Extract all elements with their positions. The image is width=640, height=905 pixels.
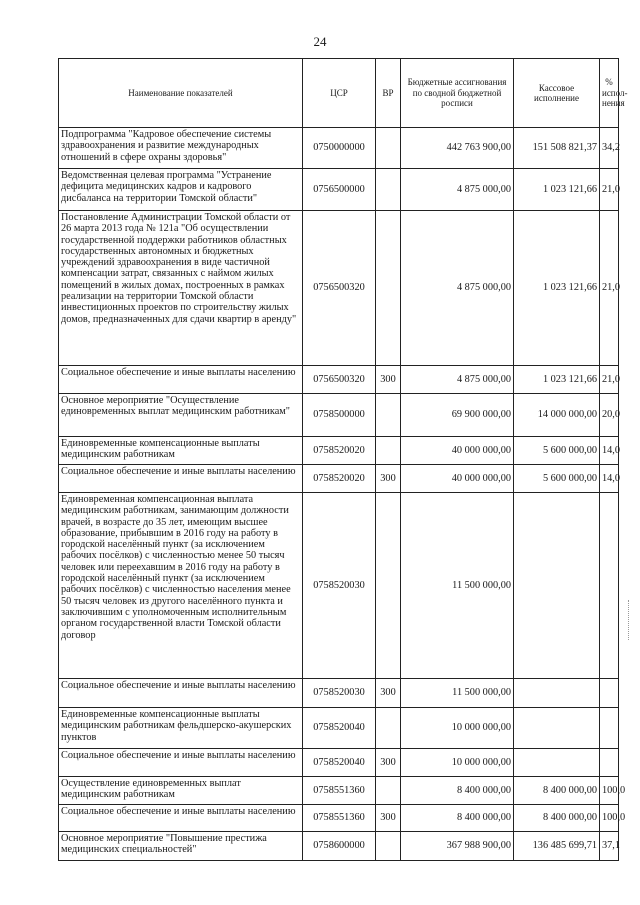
row-cash: 14 000 000,00 <box>514 394 600 437</box>
row-csr: 0758520040 <box>303 749 376 777</box>
row-csr: 0758551360 <box>303 805 376 832</box>
header-csr: ЦСР <box>303 59 376 128</box>
table-body <box>59 128 626 861</box>
header-vr: ВР <box>376 59 401 128</box>
table-row <box>59 465 619 493</box>
budget-execution-table <box>58 58 628 861</box>
row-budget: 4 875 000,00 <box>401 366 514 394</box>
row-pct: 37,1 <box>600 832 619 861</box>
row-name: Социальное обеспечение и иные выплаты населению <box>59 366 303 394</box>
page-number: 24 <box>313 34 327 49</box>
row-name: Подпрограмма "Кадровое обеспечение системы здравоохранения и развитие международных отношений в сфере охраны здоровья" <box>59 128 303 169</box>
row-vr: 300 <box>376 749 401 777</box>
header-pct: % испол- нения <box>600 59 619 128</box>
row-pct <box>600 708 619 749</box>
table-row <box>59 437 619 465</box>
row-csr: 0758551360 <box>303 777 376 805</box>
row-pct <box>600 679 619 708</box>
row-vr <box>376 211 401 366</box>
row-budget: 4 875 000,00 <box>401 169 514 211</box>
row-vr <box>376 708 401 749</box>
row-csr: 0758520030 <box>303 493 376 679</box>
row-pct <box>600 749 619 777</box>
row-csr: 0756500000 <box>303 169 376 211</box>
header-cash: Кассовое исполнение <box>514 59 600 128</box>
row-vr <box>376 169 401 211</box>
row-pct: 100,0 <box>600 777 619 805</box>
table-row <box>59 128 619 169</box>
row-csr: 0756500320 <box>303 211 376 366</box>
row-cash <box>514 749 600 777</box>
row-name: Единовременные компенсационные выплаты медицинским работникам фельдшерско-акушерских пунктов <box>59 708 303 749</box>
row-csr: 0758500000 <box>303 394 376 437</box>
row-pct: 21,0 <box>600 211 619 366</box>
row-name: Ведомственная целевая программа "Устранение дефицита медицинских кадров и кадрового дисбаланса на территории Томской области" <box>59 169 303 211</box>
row-cash: 1 023 121,66 <box>514 169 600 211</box>
row-vr <box>376 777 401 805</box>
row-cash <box>514 708 600 749</box>
row-name: Основное мероприятие "Повышение престижа медицинских специальностей" <box>59 832 303 861</box>
row-budget: 4 875 000,00 <box>401 211 514 366</box>
row-name: Осуществление единовременных выплат медицинским работникам <box>59 777 303 805</box>
row-csr: 0758520020 <box>303 465 376 493</box>
scan-edge-mark <box>628 600 633 640</box>
row-vr <box>376 832 401 861</box>
row-vr <box>376 493 401 679</box>
table-row <box>59 805 619 832</box>
row-vr <box>376 128 401 169</box>
row-name: Социальное обеспечение и иные выплаты населению <box>59 465 303 493</box>
row-budget: 8 400 000,00 <box>401 777 514 805</box>
row-budget: 10 000 000,00 <box>401 749 514 777</box>
row-budget: 69 900 000,00 <box>401 394 514 437</box>
row-budget: 367 988 900,00 <box>401 832 514 861</box>
table-row <box>59 749 619 777</box>
row-name: Основное мероприятие "Осуществление единовременных выплат медицинским работникам" <box>59 394 303 437</box>
row-cash: 5 600 000,00 <box>514 465 600 493</box>
row-csr: 0758600000 <box>303 832 376 861</box>
table-row <box>59 832 619 861</box>
row-vr <box>376 394 401 437</box>
row-cash: 151 508 821,37 <box>514 128 600 169</box>
row-pct <box>600 493 619 679</box>
table-row <box>59 211 619 366</box>
row-cash: 8 400 000,00 <box>514 805 600 832</box>
row-pct: 21,0 <box>600 366 619 394</box>
table-header-row <box>59 59 619 128</box>
row-csr: 0758520030 <box>303 679 376 708</box>
row-cash <box>514 679 600 708</box>
row-cash <box>514 493 600 679</box>
row-vr: 300 <box>376 679 401 708</box>
table-row <box>59 366 619 394</box>
row-cash: 8 400 000,00 <box>514 777 600 805</box>
row-cash: 1 023 121,66 <box>514 211 600 366</box>
table-row <box>59 394 619 437</box>
row-cash: 5 600 000,00 <box>514 437 600 465</box>
row-pct: 21,0 <box>600 169 619 211</box>
row-pct: 20,0 <box>600 394 619 437</box>
row-name: Постановление Администрации Томской области от 26 марта 2013 года № 121а "Об осуществлении государственной поддержки работников областных государственных автономных и бюджетных учреждений здравоохранения в виде частичной компенсации затрат, связанных с наймом жилых помещений в жилых домах, построенных в рамках реализации на территории Томской области инвестиционных проектов по строительству жилых домов, предназначенных для сдачи квартир в аренду" <box>59 211 303 366</box>
header-name: Наименование показателей <box>59 59 303 128</box>
row-budget: 40 000 000,00 <box>401 465 514 493</box>
table-row <box>59 679 619 708</box>
row-budget: 11 500 000,00 <box>401 679 514 708</box>
header-budget: Бюджетные ассигнования по сводной бюджетной росписи <box>401 59 514 128</box>
row-pct: 14,0 <box>600 465 619 493</box>
table-row <box>59 493 619 679</box>
row-vr: 300 <box>376 366 401 394</box>
row-name: Единовременная компенсационная выплата медицинским работникам, занимающим должности врачей, в возрасте до 35 лет, имеющим высшее образование, прибывшим в 2016 году на работу в городской населённый пункт (за исключением рабочих посёлков) с численностью менее 50 тысяч человек или переехавшим в 2016 году на работу в городской населённый пункт (за исключением рабочих посёлков) с численностью населения менее 50 тысяч человек из другого населённого пункта и заключившим с уполномоченным исполнительным органом государственной власти Томской области договор <box>59 493 303 679</box>
row-csr: 0758520020 <box>303 437 376 465</box>
row-pct: 34,2 <box>600 128 619 169</box>
row-budget: 11 500 000,00 <box>401 493 514 679</box>
row-cash: 136 485 699,71 <box>514 832 600 861</box>
row-budget: 8 400 000,00 <box>401 805 514 832</box>
table-row <box>59 169 619 211</box>
budget-table-wrapper <box>58 58 628 858</box>
row-name: Социальное обеспечение и иные выплаты населению <box>59 805 303 832</box>
row-csr: 0758520040 <box>303 708 376 749</box>
table-row <box>59 777 619 805</box>
row-vr: 300 <box>376 465 401 493</box>
row-budget: 10 000 000,00 <box>401 708 514 749</box>
row-budget: 40 000 000,00 <box>401 437 514 465</box>
row-pct: 14,0 <box>600 437 619 465</box>
row-vr <box>376 437 401 465</box>
row-name: Единовременные компенсационные выплаты медицинским работникам <box>59 437 303 465</box>
row-vr: 300 <box>376 805 401 832</box>
row-pct: 100,0 <box>600 805 619 832</box>
row-name: Социальное обеспечение и иные выплаты населению <box>59 749 303 777</box>
table-row <box>59 708 619 749</box>
row-budget: 442 763 900,00 <box>401 128 514 169</box>
row-csr: 0756500320 <box>303 366 376 394</box>
row-name: Социальное обеспечение и иные выплаты населению <box>59 679 303 708</box>
row-csr: 0750000000 <box>303 128 376 169</box>
row-cash: 1 023 121,66 <box>514 366 600 394</box>
